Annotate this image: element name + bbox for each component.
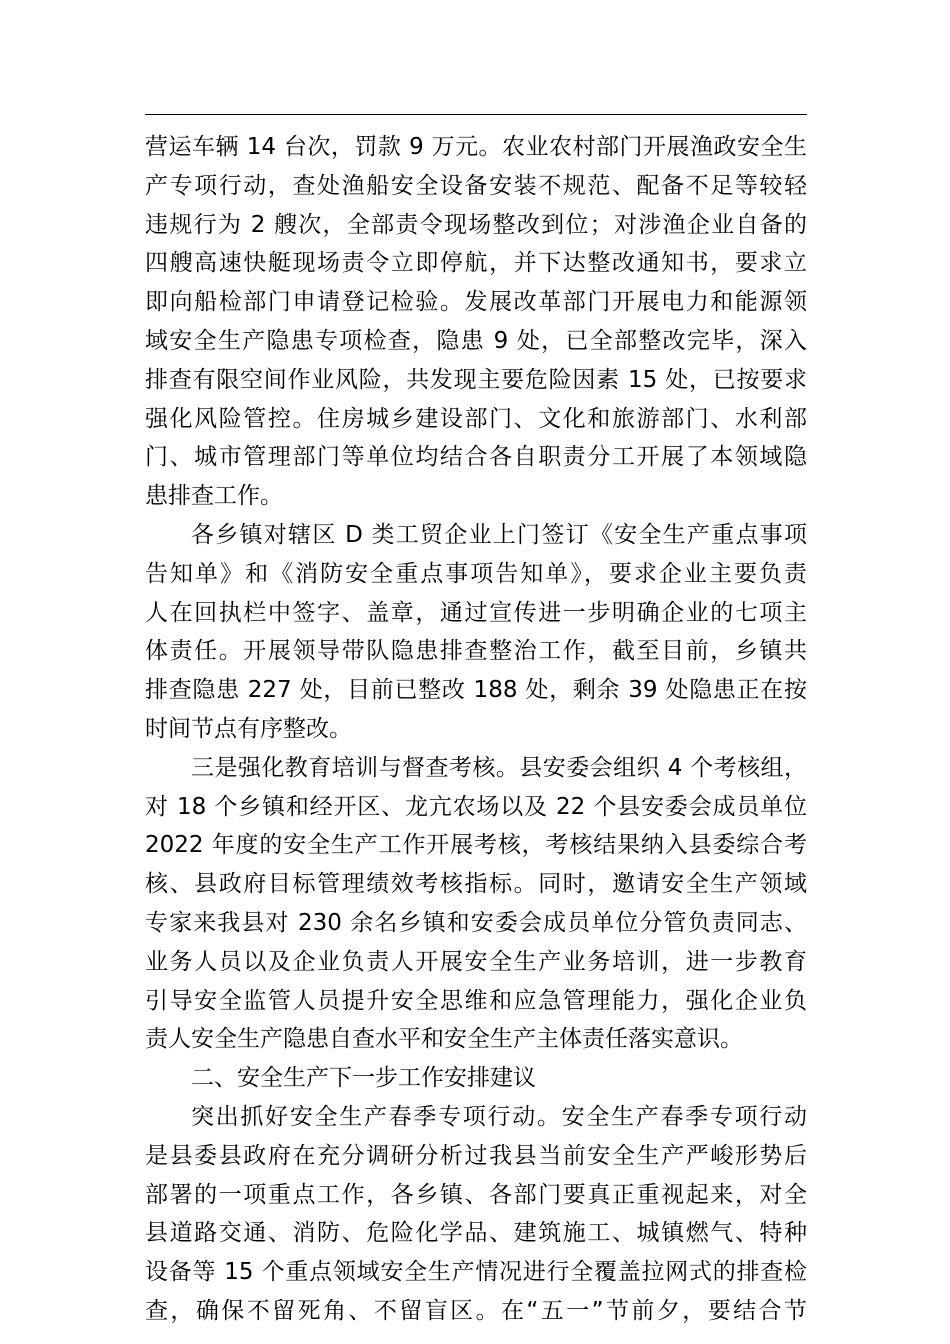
paragraph-first-line: 突出抓好安全生产春季专项行动。安全生产春季专项行动	[191, 1103, 807, 1130]
text-line: 即向船检部门申请登记检验。发展改革部门开展电力和能源领	[145, 289, 807, 316]
text-line: 四艘高速快艇现场责令立即停航，并下达整改通知书，要求立	[145, 250, 807, 277]
paragraph-end-line: 时间节点有序整改。	[145, 715, 352, 742]
text-line: 是县委县政府在充分调研分析过我县当前安全生产严峻形势后	[145, 1142, 807, 1169]
text-line: 业务人员以及企业负责人开展安全生产业务培训，进一步教育	[145, 948, 807, 975]
text-line: 体责任。开展领导带队隐患排查整治工作，截至目前，乡镇共	[145, 638, 807, 665]
text-line: 2022 年度的安全生产工作开展考核，考核结果纳入县委综合考	[145, 832, 807, 859]
text-line: 核、县政府目标管理绩效考核指标。同时，邀请安全生产领域	[145, 871, 807, 898]
text-line: 设备等 15 个重点领域安全生产情况进行全覆盖拉网式的排查检	[145, 1259, 807, 1286]
text-line: 违规行为 2 艘次，全部责令现场整改到位；对涉渔企业自备的	[145, 211, 807, 238]
header-rule	[145, 114, 807, 115]
paragraph-first-line: 各乡镇对辖区 D 类工贸企业上门签订《安全生产重点事项	[191, 521, 807, 548]
text-line: 县道路交通、消防、危险化学品、建筑施工、城镇燃气、特种	[145, 1220, 807, 1247]
text-line: 排查有限空间作业风险，共发现主要危险因素 15 处，已按要求	[145, 366, 807, 393]
paragraph-first-line: 三是强化教育培训与督查考核。县安委会组织 4 个考核组，	[191, 754, 807, 781]
text-line: 对 18 个乡镇和经开区、龙亢农场以及 22 个县安委会成员单位	[145, 793, 807, 820]
text-line: 部署的一项重点工作，各乡镇、各部门要真正重视起来，对全	[145, 1181, 807, 1208]
text-line: 人在回执栏中签字、盖章，通过宣传进一步明确企业的七项主	[145, 599, 807, 626]
paragraph-end-line: 患排查工作。	[145, 483, 283, 510]
text-line: 营运车辆 14 台次，罚款 9 万元。农业农村部门开展渔政安全生	[145, 134, 807, 160]
section-heading: 二、安全生产下一步工作安排建议	[191, 1065, 536, 1092]
text-line: 产专项行动，查处渔船安全设备安装不规范、配备不足等较轻	[145, 172, 807, 199]
paragraph-end-line: 责人安全生产隐患自查水平和安全生产主体责任落实意识。	[145, 1026, 743, 1053]
text-line: 专家来我县对 230 余名乡镇和安委会成员单位分管负责同志、	[145, 909, 807, 936]
text-line: 域安全生产隐患专项检查，隐患 9 处，已全部整改完毕，深入	[145, 327, 807, 354]
text-line: 查，确保不留死角、不留盲区。在“五一”节前夕，要结合节	[145, 1297, 807, 1324]
text-line: 排查隐患 227 处，目前已整改 188 处，剩余 39 处隐患正在按	[145, 677, 807, 704]
body-text	[145, 128, 807, 1331]
text-line: 引导安全监管人员提升安全思维和应急管理能力，强化企业负	[145, 987, 807, 1014]
text-line: 强化风险管控。住房城乡建设部门、文化和旅游部门、水利部	[145, 405, 807, 432]
text-line: 告知单》和《消防安全重点事项告知单》，要求企业主要负责	[145, 560, 807, 587]
text-line: 门、城市管理部门等单位均结合各自职责分工开展了本领域隐	[145, 444, 807, 471]
